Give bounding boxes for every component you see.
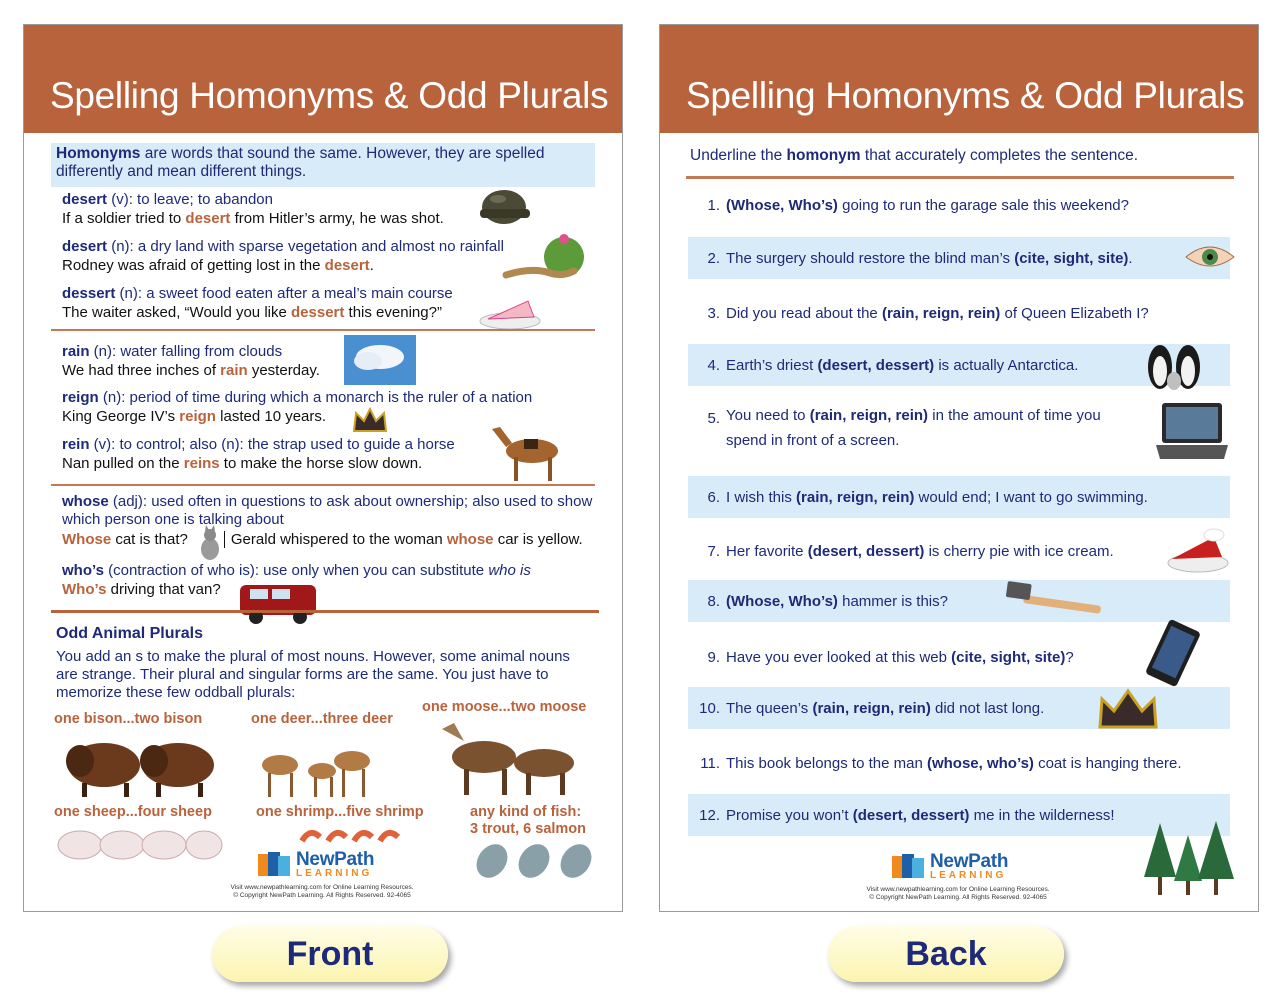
entry-word: dessert [62, 285, 116, 302]
q-text: going to run the garage sale this weekend? [837, 196, 1129, 214]
footer-line2: © Copyright NewPath Learning. All Rights Reserved. 92-4065 [233, 892, 411, 899]
laptop-icon [1154, 401, 1230, 463]
logo-mark-icon [258, 852, 292, 878]
q-text: would end; I want to go swimming. [914, 488, 1148, 506]
q-choice: (rain, reign, rein) [809, 407, 929, 424]
ex-text: Nan pulled on the [62, 455, 184, 472]
ex-text: driving that van? [106, 581, 221, 598]
entry-dessert [62, 284, 453, 322]
footer-line1: Visit www.newpathlearning.com for Online Learning Resources. [866, 886, 1050, 893]
divider [51, 329, 595, 331]
helmet-icon [476, 185, 534, 231]
entry-word: desert [62, 191, 108, 208]
intro-bold: Homonyms [56, 145, 141, 162]
instruction-text: Underline the [690, 147, 787, 164]
entry-def: (n): a sweet food eaten after a meal’s main course [115, 285, 453, 302]
q-text: The surgery should restore the blind man’s [726, 249, 1015, 267]
q-choice: (Whose, Who’s) [726, 196, 838, 214]
ex-text: yesterday. [247, 362, 320, 379]
q-text: Her favorite [726, 542, 808, 560]
label-shrimp: one shrimp...five shrimp [256, 804, 424, 820]
back-tab-button[interactable]: Back [828, 926, 1064, 982]
logo-name: NewPath [930, 851, 1009, 872]
entry-word: desert [62, 238, 108, 255]
entry-def: (n): water falling from clouds [89, 343, 283, 360]
trees-icon [1140, 817, 1236, 899]
ex-word: dessert [291, 304, 345, 321]
eye-icon [1184, 237, 1236, 279]
entry-whose [62, 493, 602, 549]
entry-def: (contraction of who is): use only when you can substitute [103, 562, 489, 579]
q-choice: (desert, dessert) [852, 806, 970, 824]
entry-def: (n): a dry land with sparse vegetation and almost no rainfall [107, 238, 504, 255]
ex-text: lasted 10 years. [215, 408, 327, 425]
ex-text: If a soldier tried to [62, 210, 186, 227]
intro-text: are words that sound the same. However, they are spelled differently and mean different things. [56, 145, 545, 180]
logo-name: NewPath [296, 849, 375, 870]
sheep-icon [54, 821, 224, 873]
q-choice: (rain, reign, rein) [796, 488, 915, 506]
q-num: 6. [707, 488, 720, 506]
q-text: me in the wilderness! [969, 806, 1115, 824]
entry-reign [62, 388, 532, 426]
deer-icon [256, 729, 376, 801]
plurals-text: You add an s to make the plural of most nouns. However, some animal nouns are strange. Their plural and singular forms are the same. You just have to memorize these few oddball plurals: [56, 648, 570, 701]
section-divider [51, 610, 599, 613]
q-num: 1. [707, 196, 720, 214]
instruction-text: that accurately completes the sentence. [860, 147, 1139, 164]
ex-word: Who’s [62, 581, 107, 598]
footer-note [808, 886, 1108, 902]
front-tab-button[interactable]: Front [212, 926, 448, 982]
q-choice: (cite, sight, site) [1014, 249, 1129, 267]
ex-word: reins [183, 455, 220, 472]
q-text: is actually Antarctica. [934, 356, 1079, 374]
logo-sub: LEARNING [296, 868, 373, 879]
entry-word: rain [62, 343, 90, 360]
label-moose: one moose...two moose [422, 699, 587, 715]
ex-word: desert [324, 257, 370, 274]
ex-text: car is yellow. [493, 531, 583, 548]
q-text: Did you read about the [726, 304, 882, 322]
horse-icon [486, 421, 572, 485]
q-text: Earth’s driest [726, 356, 818, 374]
q-choice: (desert, dessert) [817, 356, 935, 374]
question-3 [688, 299, 1230, 327]
q-num: 4. [707, 356, 720, 374]
q-num: 9. [707, 648, 720, 666]
entry-word: whose [62, 493, 109, 510]
divider [51, 484, 595, 486]
label-fish: any kind of fish: [470, 804, 582, 820]
entry-word: who’s [62, 562, 104, 579]
crown-icon [1096, 685, 1160, 733]
ex-text: The waiter asked, “Would you like [62, 304, 291, 321]
q-choice: (rain, reign, rein) [881, 304, 1001, 322]
q-text: Promise you won’t [726, 806, 853, 824]
hammer-icon [1004, 577, 1104, 617]
divider [686, 176, 1234, 179]
cactus-lizard-icon [502, 231, 594, 289]
q-choice: (desert, dessert) [807, 542, 925, 560]
ex-text: to make the horse slow down. [219, 455, 423, 472]
ex-text: . [369, 257, 374, 274]
entry-def: (adj): used often in questions to ask about ownership; also used to show which person one is talking about [62, 493, 593, 528]
q-choice: (cite, sight, site) [951, 648, 1066, 666]
q-choice: (rain, reign, rein) [812, 699, 931, 717]
question-6 [688, 476, 1230, 518]
ex-word: desert [185, 210, 231, 227]
logo-sub: LEARNING [930, 870, 1007, 881]
ex-word: whose [446, 531, 494, 548]
entry-word: rein [62, 436, 90, 453]
q-num: 8. [707, 592, 720, 610]
entry-def-italic: who is [488, 562, 531, 579]
question-2 [688, 237, 1230, 279]
q-text: . [1128, 249, 1133, 267]
q-num: 10. [699, 699, 720, 717]
newpath-logo [258, 851, 374, 879]
entry-word: reign [62, 389, 99, 406]
ex-text: King George IV’s [62, 408, 180, 425]
q-num: 2. [707, 249, 720, 267]
footer-line1: Visit www.newpathlearning.com for Online Learning Resources. [230, 884, 414, 891]
ex-text: this evening?” [344, 304, 442, 321]
entry-def: (v): to leave; to abandon [107, 191, 273, 208]
q-num: 7. [707, 542, 720, 560]
entry-rein [62, 435, 455, 473]
question-1 [688, 191, 1230, 219]
moose-icon [434, 719, 594, 799]
cake-icon [478, 291, 544, 331]
entry-desert-verb [62, 190, 444, 228]
plurals-title: Odd Animal Plurals [56, 625, 203, 642]
q-text: did not last long. [930, 699, 1045, 717]
footer-line2: © Copyright NewPath Learning. All Rights Reserved. 92-4065 [869, 894, 1047, 901]
q-text: is cherry pie with ice cream. [924, 542, 1114, 560]
bison-icon [62, 729, 222, 801]
q-num: 3. [707, 304, 720, 322]
label-bison: one bison...two bison [54, 711, 203, 727]
front-title: Spelling Homonyms & Odd Plurals [50, 75, 609, 116]
logo-mark-icon [892, 854, 926, 880]
q-text: in the amount of time you [928, 407, 1101, 424]
q-num: 11. [700, 754, 720, 772]
question-11 [688, 749, 1230, 777]
homonyms-intro [51, 143, 595, 187]
q-text: The queen’s [726, 699, 813, 717]
q-num: 5. [707, 410, 720, 427]
q-text: You need to [726, 407, 810, 424]
entry-def: (n): period of time during which a monarch is the ruler of a nation [98, 389, 533, 406]
tablet-icon [1142, 619, 1204, 687]
van-icon [236, 577, 322, 627]
ex-text: from Hitler’s army, he was shot. [230, 210, 444, 227]
entry-desert-noun [62, 237, 504, 275]
entry-def: (v): to control; also (n): the strap used to guide a horse [89, 436, 455, 453]
q-text: spend in front of a screen. [726, 432, 900, 449]
instruction [690, 147, 1138, 165]
instruction-bold: homonym [786, 147, 861, 164]
label-sheep: one sheep...four sheep [54, 804, 212, 820]
entry-rain [62, 342, 320, 380]
pie-icon [1166, 523, 1230, 575]
ex-text: We had three inches of [62, 362, 221, 379]
crown-icon [350, 405, 390, 435]
q-text: hammer is this? [837, 592, 948, 610]
question-7 [688, 537, 1230, 565]
cloud-icon [344, 335, 416, 385]
label-deer: one deer...three deer [251, 711, 393, 727]
ex-text: Rodney was afraid of getting lost in the [62, 257, 325, 274]
ex-word: reign [179, 408, 216, 425]
newpath-logo [892, 853, 1008, 881]
q-choice: (whose, who’s) [926, 754, 1034, 772]
q-text: This book belongs to the man [726, 754, 927, 772]
q-num: 12. [699, 806, 720, 824]
footer-note [172, 884, 472, 900]
q-text: ? [1065, 648, 1074, 666]
back-card [659, 24, 1259, 912]
back-title: Spelling Homonyms & Odd Plurals [686, 75, 1245, 116]
q-text: I wish this [726, 488, 797, 506]
front-header [24, 25, 622, 133]
ex-text: cat is that? [111, 531, 188, 548]
question-8 [688, 580, 1230, 622]
back-header [660, 25, 1258, 133]
q-text: coat is hanging there. [1033, 754, 1182, 772]
q-text: of Queen Elizabeth I? [1000, 304, 1149, 322]
ex-text: Gerald whispered to the woman [230, 531, 447, 548]
fish-icon [470, 839, 600, 883]
ex-word: Whose [62, 531, 112, 548]
cat-icon [196, 525, 224, 561]
q-text: Have you ever looked at this web [726, 648, 952, 666]
question-5 [688, 403, 1230, 459]
ex-word: rain [220, 362, 248, 379]
label-fish-2: 3 trout, 6 salmon [470, 821, 587, 837]
q-choice: (Whose, Who’s) [726, 592, 838, 610]
penguin-icon [1142, 337, 1206, 391]
front-card [23, 24, 623, 912]
